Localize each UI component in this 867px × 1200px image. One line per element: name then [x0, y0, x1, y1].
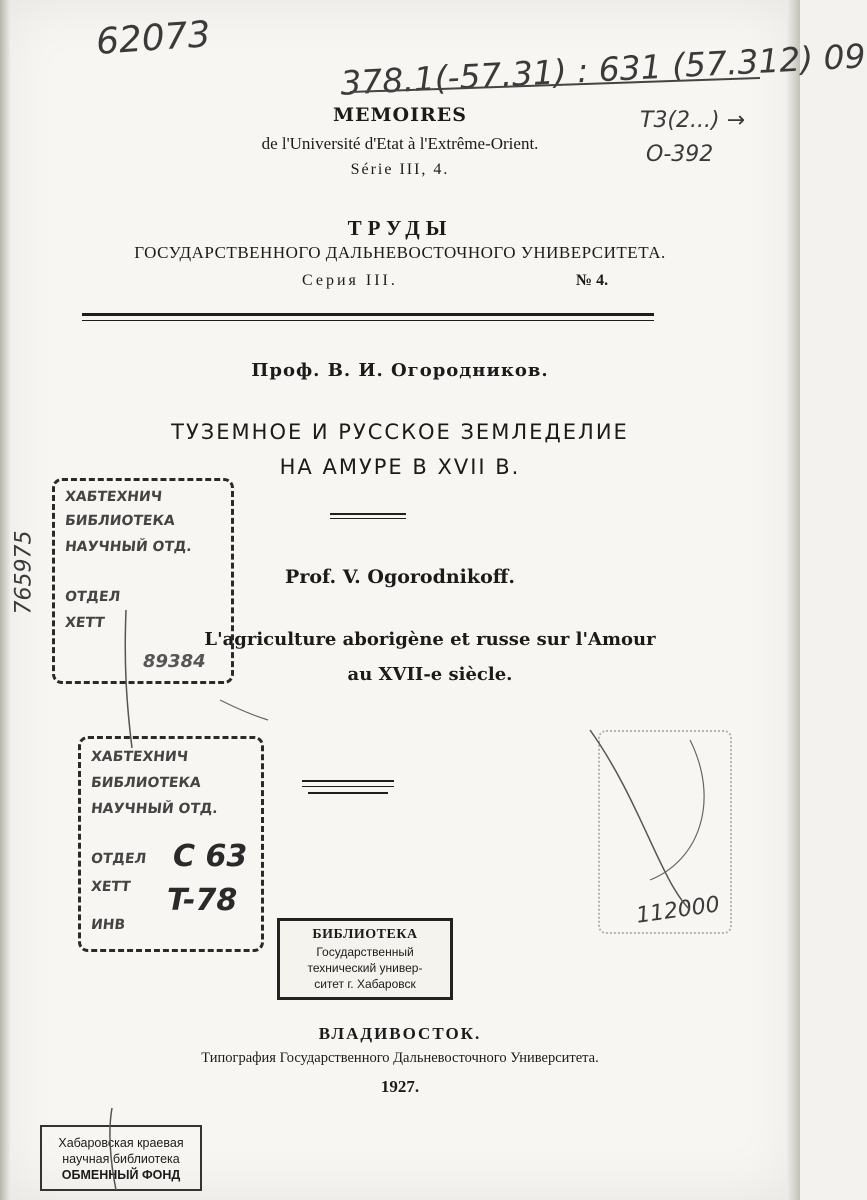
stamp-inventory-label: ИНВ: [90, 917, 126, 933]
stamp-line: технический универ-: [307, 961, 423, 975]
stamp-line: ХАБТЕХНИЧ: [90, 749, 189, 765]
pen-stroke-lower-left: [110, 1108, 116, 1190]
stamp-line: БИБЛИОТЕКА: [90, 775, 202, 791]
title-russian-line-1: ТУЗЕМНОЕ И РУССКОЕ ЗЕМЛЕДЕЛИЕ: [171, 420, 629, 444]
imprint-year: 1927.: [380, 1077, 420, 1096]
imprint-city: ВЛАДИВОСТОК.: [318, 1024, 482, 1043]
french-series-line: Série III, 4.: [350, 161, 450, 178]
stamp-line: НАУЧНЫЙ ОТД.: [90, 801, 219, 817]
russian-journal-title: ТРУДЫ: [347, 216, 453, 240]
author-russian: Проф. В. И. Огородников.: [251, 360, 549, 381]
handwritten-code-1: T3(2...) →: [640, 108, 746, 133]
stamp-line: НАУЧНЫЙ ОТД.: [64, 539, 193, 555]
russian-series-line: Серия III.: [302, 272, 398, 289]
handwritten-shelfmark-1: C 63: [173, 839, 248, 874]
stamp-line: ОТДЕЛ: [90, 851, 147, 867]
russian-university-line: ГОСУДАРСТВЕННОГО ДАЛЬНЕВОСТОЧНОГО УНИВЕРСИТЕТА.: [134, 243, 666, 262]
handwritten-bottom-right-number: 112000: [634, 892, 722, 929]
stamp-line: БИБЛИОТЕКА: [64, 513, 176, 529]
stamp-heading: БИБЛИОТЕКА: [312, 927, 418, 942]
handwritten-code-2: O-392: [646, 142, 714, 167]
stamp-line: ОБМЕННЫЙ ФОНД: [61, 1168, 181, 1182]
pen-stroke-vertical-left: [125, 610, 132, 748]
stamp-line: Государственный: [316, 945, 414, 959]
stamp-line: ХЕТТ: [90, 879, 132, 895]
french-journal-title: MEMOIRES: [333, 104, 467, 126]
handwritten-shelfmark-2: T-78: [167, 883, 238, 918]
stamp-line: Хабаровская краевая: [58, 1136, 184, 1150]
handwritten-side-number: 765975: [11, 530, 37, 615]
pen-stroke-right-curve: [590, 730, 690, 910]
stamp-line: ХАБТЕХНИЧ: [64, 489, 163, 505]
stamp-line: ОТДЕЛ: [64, 589, 121, 605]
stamp-line: ситет г. Хабаровск: [314, 977, 416, 991]
pen-stroke-mid-dash: [220, 700, 268, 720]
handwritten-accession-number: 62073: [94, 14, 212, 63]
handwritten-classification: 378.1(-57.31) : 631 (57.312) 09: [339, 36, 867, 103]
stamp-inventory-number: 89384: [143, 651, 206, 672]
title-russian-line-2: НА АМУРЕ В XVII В.: [279, 455, 521, 479]
russian-issue-number: № 4.: [576, 272, 609, 289]
stamp-line: научная библиотека: [62, 1152, 180, 1166]
french-university-line: de l'Université d'Etat à l'Extrême-Orient.: [261, 134, 539, 153]
title-french-line-2: au XVII-e siècle.: [347, 664, 513, 685]
imprint-printer: Типография Государственного Дальневосточного Университета.: [201, 1050, 599, 1066]
pen-stroke-underline: [350, 78, 760, 92]
title-french-line-1: L'agriculture aborigène et russe sur l'Amour: [204, 629, 656, 650]
author-french: Prof. V. Ogorodnikoff.: [285, 566, 515, 588]
stamp-line: ХЕТТ: [64, 615, 106, 631]
